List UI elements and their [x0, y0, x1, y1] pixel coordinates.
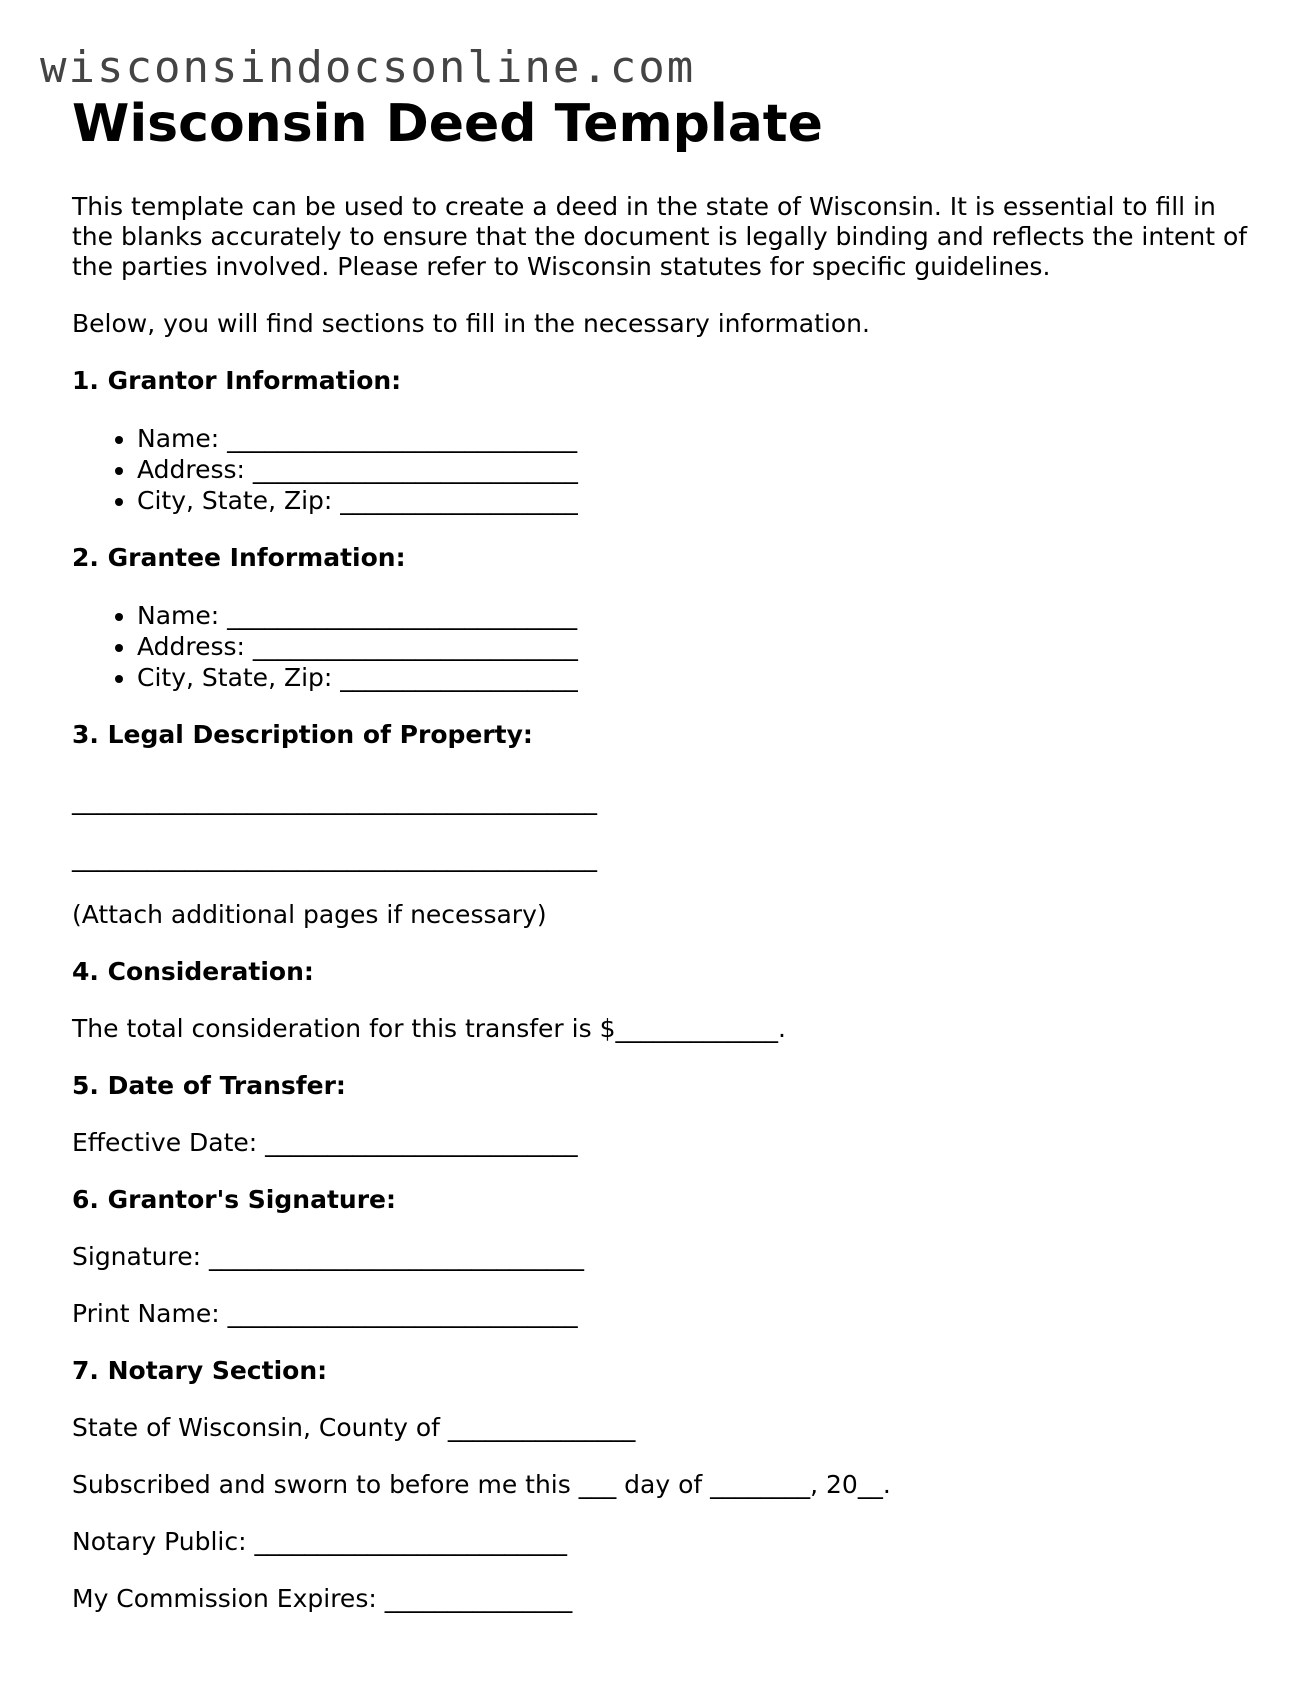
- grantee-name-field[interactable]: • Name: ____________________________: [137, 600, 1252, 631]
- notary-county-field[interactable]: State of Wisconsin, County of _______________: [72, 1413, 636, 1442]
- consideration-field[interactable]: The total consideration for this transfer is $_____________.: [72, 1014, 786, 1043]
- print-name-field[interactable]: Print Name: ____________________________: [72, 1299, 578, 1328]
- document-title: Wisconsin Deed Template: [72, 94, 823, 154]
- notary-section-title: 7. Notary Section:: [72, 1356, 328, 1385]
- signature-field[interactable]: Signature: ______________________________: [72, 1242, 584, 1271]
- legal-description-line-1[interactable]: __________________________________________: [72, 786, 597, 815]
- grantor-signature-section-title: 6. Grantor's Signature:: [72, 1185, 396, 1214]
- grantor-address-field[interactable]: • Address: __________________________: [137, 454, 1252, 485]
- instructions-paragraph: Below, you will find sections to fill in the necessary information.: [72, 309, 870, 338]
- consideration-section-title: 4. Consideration:: [72, 957, 314, 986]
- effective-date-field[interactable]: Effective Date: _________________________: [72, 1128, 578, 1157]
- grantee-address-field[interactable]: • Address: __________________________: [137, 631, 1252, 662]
- grantor-section-title: 1. Grantor Information:: [72, 366, 402, 395]
- grantor-city-state-zip-field[interactable]: • City, State, Zip: ___________________: [137, 485, 1252, 516]
- grantee-fields-list: [72, 600, 1252, 693]
- document-page: [72, 92, 1252, 1614]
- date-of-transfer-section-title: 5. Date of Transfer:: [72, 1071, 346, 1100]
- legal-description-note: (Attach additional pages if necessary): [72, 900, 547, 929]
- commission-expires-field[interactable]: My Commission Expires: _______________: [72, 1584, 573, 1613]
- intro-paragraph: This template can be used to create a deed in the state of Wisconsin. It is essential to fill in the blanks accurately to ensure that the document is legally binding and reflects the intent of the parties involved. Please refer to Wisconsin statutes for specific guidelines.: [72, 192, 1248, 281]
- notary-sworn-field[interactable]: Subscribed and sworn to before me this ___ day of ________, 20__.: [72, 1470, 891, 1499]
- grantor-name-field[interactable]: • Name: ____________________________: [137, 423, 1252, 454]
- grantee-section-title: 2. Grantee Information:: [72, 543, 406, 572]
- grantee-city-state-zip-field[interactable]: • City, State, Zip: ___________________: [137, 662, 1252, 693]
- watermark-text: wisconsindocsonline.com: [40, 42, 696, 93]
- legal-description-section-title: 3. Legal Description of Property:: [72, 720, 533, 749]
- legal-description-line-2[interactable]: __________________________________________: [72, 843, 597, 872]
- notary-public-field[interactable]: Notary Public: _________________________: [72, 1527, 567, 1556]
- grantor-fields-list: [72, 423, 1252, 516]
